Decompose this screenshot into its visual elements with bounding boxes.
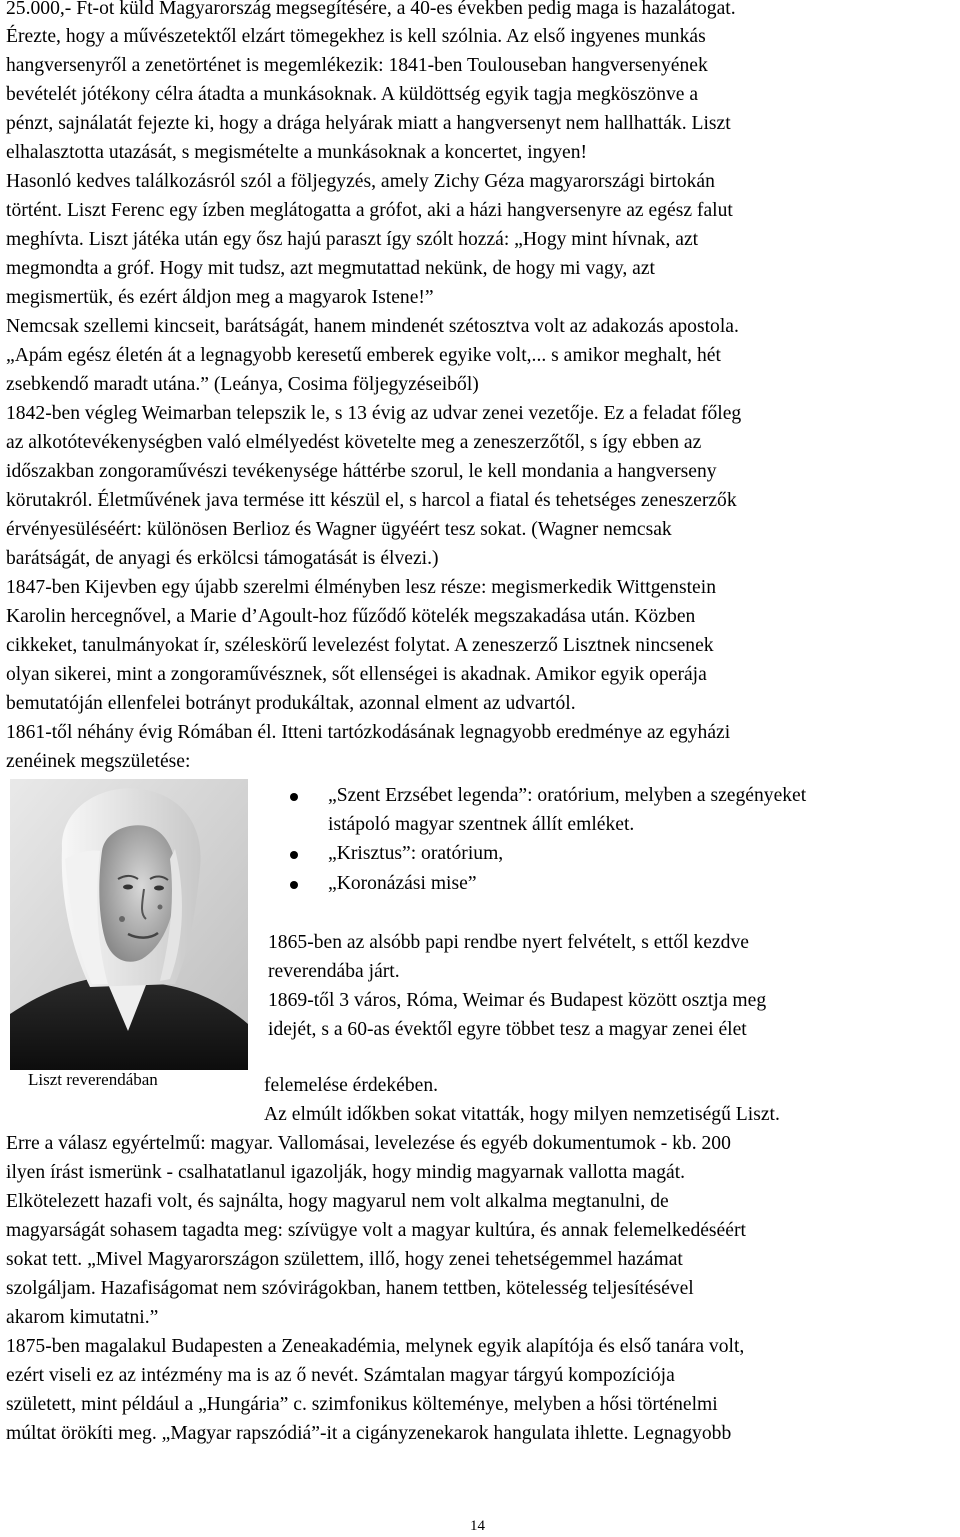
text-line: 1865-ben az alsóbb papi rendbe nyert felvételt, s ettől kezdve [268, 932, 749, 953]
text-line: 1861-től néhány évig Rómában él. Itteni tartózkodásának legnagyobb eredménye az egyházi [6, 722, 731, 743]
bullet-icon [290, 793, 298, 801]
text-line: magyarságát sohasem tagadta meg: szívügye volt a magyar kultúra, és annak felemelkedéséért [6, 1220, 746, 1241]
page-number: 14 [470, 1518, 485, 1534]
list-item: „Koronázási mise” [290, 869, 806, 899]
text-line: bevételét jótékony célra átadta a munkásoknak. A küldöttség egyik tagja megköszönve a [6, 84, 699, 105]
text-line: Nemcsak szellemi kincseit, barátságát, hanem mindenét szétosztva volt az adakozás apostola. [6, 316, 739, 337]
text-line: hangversenyről a zenetörténet is megemlékezik: 1841-ben Toulouseban hangversenyének [6, 55, 708, 76]
text-line: pénzt, sajnálatát fejezte ki, hogy a drága helyárak miatt a hangversenyt nem hallhatták. Liszt [6, 113, 731, 134]
text-line: Karolin hercegnővel, a Marie d’Agoult-hoz fűződő kötelék megszakadása után. Közben [6, 606, 696, 627]
list-item: „Krisztus”: oratórium, [290, 839, 806, 869]
works-bullet-list [290, 781, 806, 899]
text-line: megmondta a gróf. Hogy mit tudsz, azt megmutattad nekünk, de hogy mi vagy, azt [6, 258, 655, 279]
text-line: Erre a válasz egyértelmű: magyar. Vallomásai, levelezése és egyéb dokumentumok - kb. 200 [6, 1133, 731, 1154]
text-line: zenéinek megszületése: [6, 751, 191, 772]
text-line: az alkotótevékenységben való elmélyedést követelte meg a zeneszerzőtől, s így ebben az [6, 432, 702, 453]
text-line: Elkötelezett hazafi volt, és sajnálta, hogy magyarul nem volt alkalma megtanulni, de [6, 1191, 669, 1212]
text-line: történt. Liszt Ferenc egy ízben meglátogatta a grófot, aki a házi hangversenyre az egész falut [6, 200, 733, 221]
text-line: olyan sikerei, mint a zongoraművésznek, sőt ellenségei is akadnak. Amikor egyik operája [6, 664, 707, 685]
photo-caption: Liszt reverendában [28, 1070, 158, 1089]
text-line: elhalasztotta utazását, s megismételte a munkásoknak a koncertet, ingyen! [6, 142, 588, 163]
text-line: 25.000,- Ft-ot küld Magyarország megsegítésére, a 40-es években pedig maga is hazalátogat. [6, 0, 736, 19]
text-line: időszakban zongoraművészi tevékenysége háttérbe szorul, le kell mondania a hangverseny [6, 461, 717, 482]
text-line: Érezte, hogy a művészetektől elzárt tömegekhez is kell szólnia. Az első ingyenes munkás [6, 26, 706, 47]
text-line: akarom kimutatni.” [6, 1307, 159, 1328]
text-line: Hasonló kedves találkozásról szól a följegyzés, amely Zichy Géza magyarországi birtokán [6, 171, 715, 192]
text-line: körutakról. Életművének java termése itt készül el, s harcol a fiatal és tehetséges zeneszerzők [6, 490, 737, 511]
text-line: barátságát, de anyagi és erkölcsi támogatását is élvezi.) [6, 548, 439, 569]
text-line: született, mint például a „Hungária” c. szimfonikus költeménye, melyben a hősi történelmi [6, 1394, 718, 1415]
text-line: Az elmúlt időkben sokat vitatták, hogy milyen nemzetiségű Liszt. [264, 1104, 780, 1125]
liszt-portrait-photo [10, 779, 248, 1070]
text-line: érvényesüléséért: különösen Berlioz és Wagner ügyéért tesz sokat. (Wagner nemcsak [6, 519, 672, 540]
text-line: 1842-ben végleg Weimarban telepszik le, s 13 évig az udvar zenei vezetője. Ez a feladat főleg [6, 403, 742, 424]
list-item: „Szent Erzsébet legenda”: oratórium, melyben a szegényeket [290, 781, 806, 811]
text-line: ezért viseli ez az intézmény ma is az ő nevét. Számtalan magyar tárgyú kompozíciója [6, 1365, 675, 1386]
text-line: szolgáljam. Hazafiságomat nem szóvirágokban, hanem tettben, kötelesség teljesítésével [6, 1278, 694, 1299]
list-item-continuation: istápoló magyar szentnek állít emléket. [328, 814, 635, 835]
text-line: 1875-ben magalakul Budapesten a Zeneakadémia, melynek egyik alapítója és első tanára volt, [6, 1336, 745, 1357]
bullet-icon [290, 851, 298, 859]
text-line: bemutatóján ellenfelei botrányt produkáltak, azonnal elment az udvartól. [6, 693, 576, 714]
text-line: cikkeket, tanulmányokat ír, széleskörű levelezést folytat. A zeneszerző Lisztnek nincsenek [6, 635, 714, 656]
text-line: zsebkendő maradt utána.” (Leánya, Cosima följegyzéseiből) [6, 374, 479, 395]
text-line: 1869-től 3 város, Róma, Weimar és Budapest között osztja meg [268, 990, 767, 1011]
text-line: megismertük, és ezért áldjon meg a magyarok Istene!” [6, 287, 434, 308]
text-line: ilyen írást ismerünk - csalhatatlanul igazolják, hogy mindig magyarnak vallotta magát. [6, 1162, 686, 1183]
text-line: 1847-ben Kijevben egy újabb szerelmi élményben lesz része: megismerkedik Wittgenstein [6, 577, 716, 598]
text-line: meghívta. Liszt játéka után egy ősz hajú paraszt így szólt hozzá: „Hogy mint hívnak, azt [6, 229, 699, 250]
text-line: sokat tett. „Mivel Magyarországon születtem, illő, hogy zenei tehetségemmel hazámat [6, 1249, 683, 1270]
text-line: reverendába járt. [268, 961, 400, 982]
text-line: múltat örökíti meg. „Magyar rapszódiá”-it a cigányzenekarok hangulata ihlette. Legnagyobb [6, 1423, 732, 1444]
text-line: „Apám egész életén át a legnagyobb keresetű emberek egyike volt,... s amikor meghalt, hét [6, 345, 721, 366]
bullet-icon [290, 881, 298, 889]
text-line: idejét, s a 60-as évektől egyre többet tesz a magyar zenei élet [268, 1019, 747, 1040]
text-line: felemelése érdekében. [264, 1075, 439, 1096]
